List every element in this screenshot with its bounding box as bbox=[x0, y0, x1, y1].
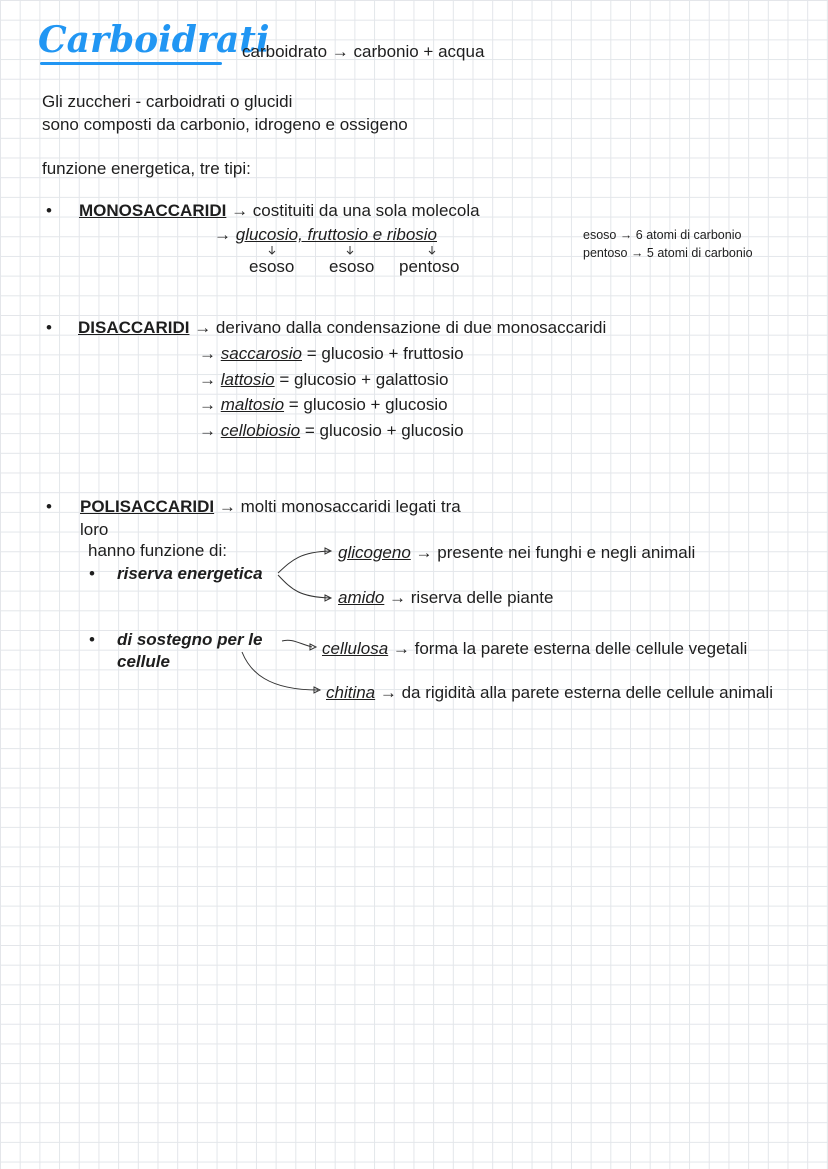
mono-examples: glucosio, fruttosio e ribosio bbox=[235, 225, 438, 244]
di-item-arrow: → bbox=[199, 395, 216, 414]
di-item-formula: = glucosio + glucosio bbox=[288, 395, 448, 414]
intro-line-2: sono composti da carbonio, idrogeno e ossigeno bbox=[42, 115, 408, 134]
mono-note-2: pentoso → 5 atomi di carbonio bbox=[583, 246, 753, 260]
support-item-name: cellulosa bbox=[322, 639, 389, 658]
bullet-di: • bbox=[46, 318, 52, 337]
reserve-label: riserva energetica bbox=[117, 564, 263, 583]
di-item-formula: = glucosio + glucosio bbox=[304, 421, 464, 440]
down-arrow-icon bbox=[269, 246, 275, 254]
support-item-name: chitina bbox=[326, 683, 376, 702]
mono-heading: MONOSACCARIDI bbox=[79, 201, 227, 220]
intro-line-1: Gli zuccheri - carboidrati o glucidi bbox=[42, 92, 293, 111]
page-title: Carboidrati bbox=[38, 19, 270, 61]
mono-note-1: esoso → 6 atomi di carbonio bbox=[583, 228, 742, 242]
di-item-formula: = glucosio + galattosio bbox=[279, 370, 449, 389]
down-arrow-icon bbox=[347, 246, 353, 254]
mono-arrow: → bbox=[214, 225, 231, 244]
di-item-arrow: → bbox=[199, 421, 216, 440]
reserve-item-desc: → presente nei funghi e negli animali bbox=[415, 543, 696, 562]
bullet-reserve: • bbox=[89, 564, 95, 583]
di-heading: DISACCARIDI bbox=[78, 318, 190, 337]
intro-line-3: funzione energetica, tre tipi: bbox=[42, 159, 251, 178]
di-item-arrow: → bbox=[199, 370, 216, 389]
reserve-item-name: amido bbox=[338, 588, 385, 607]
poli-functions-label: hanno funzione di: bbox=[88, 541, 227, 560]
mono-type-1: esoso bbox=[249, 257, 295, 276]
di-item-name: maltosio bbox=[220, 395, 285, 414]
poli-desc: → molti monosaccaridi legati tra bbox=[218, 497, 461, 516]
di-desc: → derivano dalla condensazione di due monosaccaridi bbox=[194, 318, 607, 337]
support-label-2: cellule bbox=[117, 652, 170, 671]
poli-desc-cont: loro bbox=[80, 520, 109, 539]
page-subtitle: carboidrato → carbonio + acqua bbox=[242, 42, 485, 61]
branch-arrow-icon bbox=[278, 551, 330, 573]
support-item-desc: → forma la parete esterna delle cellule vegetali bbox=[392, 639, 748, 658]
di-item-name: cellobiosio bbox=[220, 421, 301, 440]
support-item-desc: → da rigidità alla parete esterna delle cellule animali bbox=[379, 683, 773, 702]
mono-desc: → costituiti da una sola molecola bbox=[231, 201, 480, 220]
bullet-poli: • bbox=[46, 497, 52, 516]
bullet-support: • bbox=[89, 630, 95, 649]
reserve-item-desc: → riserva delle piante bbox=[389, 588, 554, 607]
reserve-item-name: glicogeno bbox=[338, 543, 411, 562]
branch-arrow-icon bbox=[278, 575, 330, 598]
down-arrow-icon bbox=[429, 246, 435, 254]
support-label-1: di sostegno per le bbox=[117, 630, 263, 649]
di-item-formula: = glucosio + fruttosio bbox=[306, 344, 464, 363]
di-item-arrow: → bbox=[199, 344, 216, 363]
mono-type-3: pentoso bbox=[399, 257, 460, 276]
poli-heading: POLISACCARIDI bbox=[80, 497, 215, 516]
mono-type-2: esoso bbox=[329, 257, 375, 276]
branch-arrow-icon bbox=[282, 640, 312, 647]
branch-arrow-icon bbox=[242, 652, 318, 690]
bullet-mono: • bbox=[46, 201, 52, 220]
di-item-name: lattosio bbox=[220, 370, 275, 389]
di-item-name: saccarosio bbox=[220, 344, 302, 363]
